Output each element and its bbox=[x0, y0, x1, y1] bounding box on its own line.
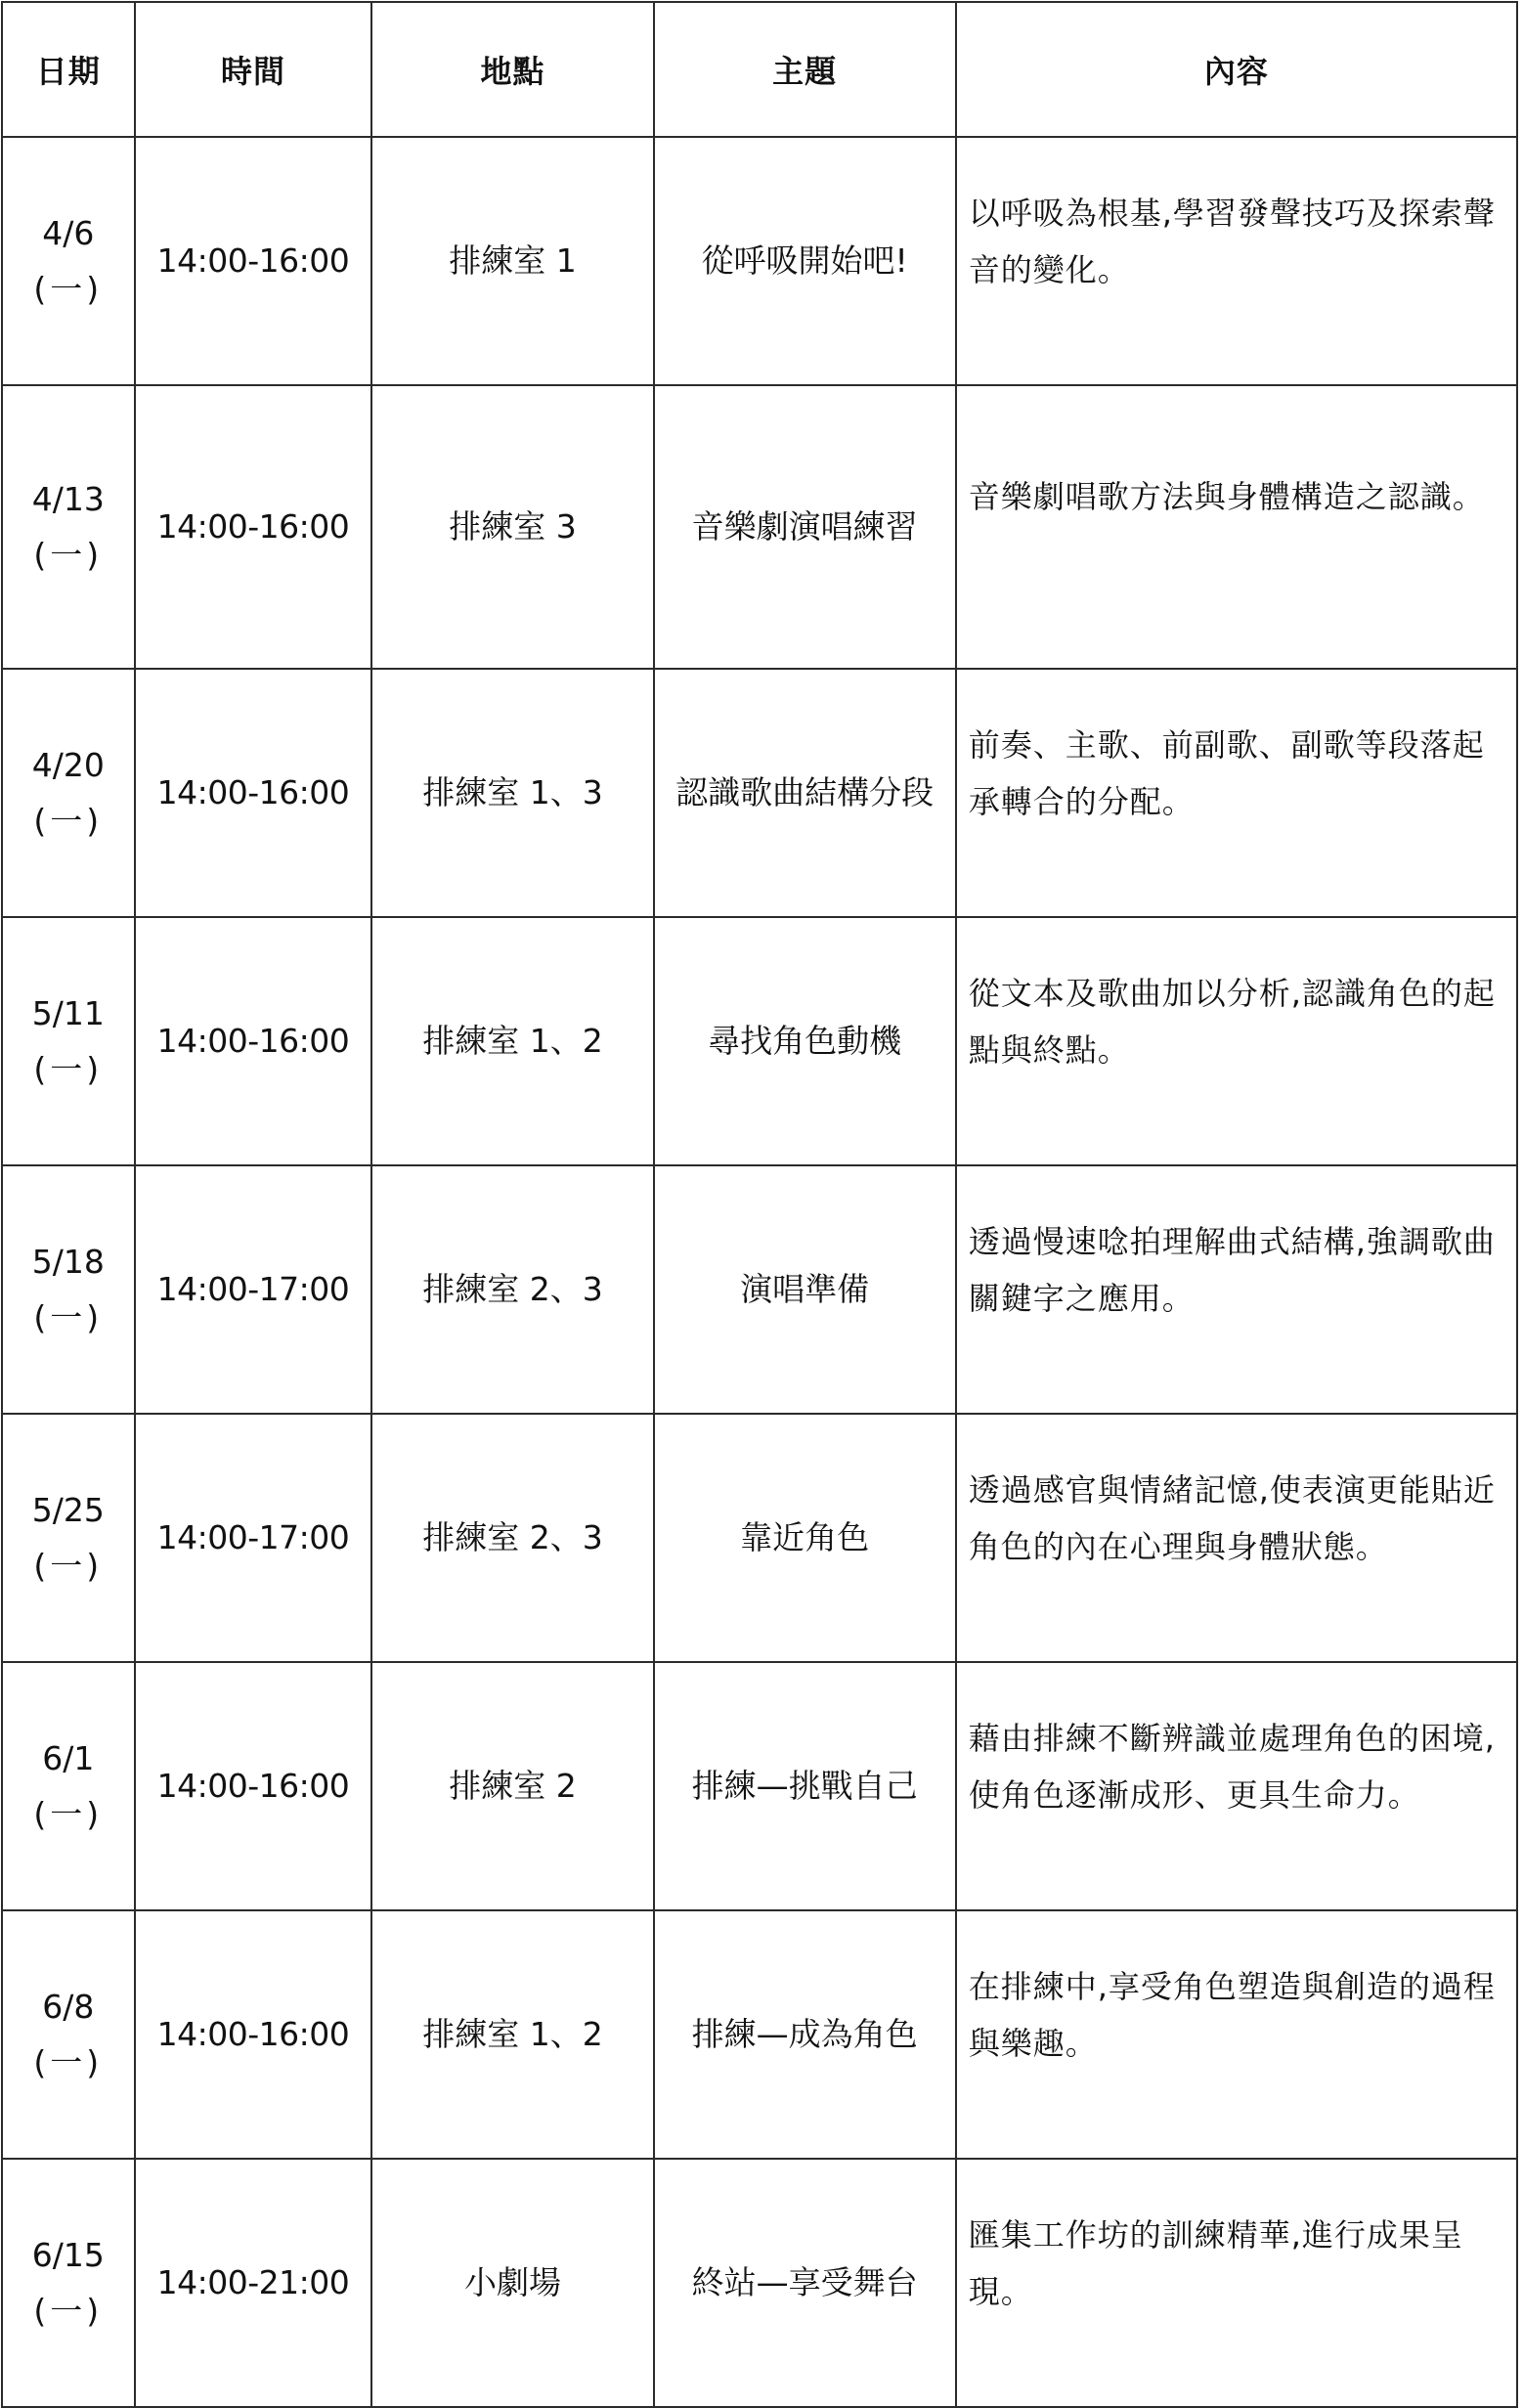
date-text: 4/20 bbox=[31, 745, 105, 784]
schedule-header bbox=[2, 2, 1517, 137]
time-cell: 14:00-21:00 bbox=[135, 2159, 372, 2407]
date-text: 5/18 bbox=[31, 1242, 105, 1281]
weekday-text: (一) bbox=[33, 1795, 104, 1833]
place-cell: 排練室 1、3 bbox=[371, 669, 653, 917]
weekday-text: (一) bbox=[33, 1050, 104, 1088]
time-cell: 14:00-16:00 bbox=[135, 385, 372, 669]
date-text: 6/1 bbox=[42, 1738, 95, 1777]
content-cell: 音樂劇唱歌方法與身體構造之認識。 bbox=[956, 385, 1517, 669]
content-cell: 透過慢速唸拍理解曲式結構,強調歌曲關鍵字之應用。 bbox=[956, 1165, 1517, 1414]
date-cell bbox=[2, 669, 135, 917]
table-row bbox=[2, 385, 1517, 669]
date-cell bbox=[2, 137, 135, 385]
table-row bbox=[2, 1414, 1517, 1662]
date-text: 5/25 bbox=[31, 1490, 105, 1529]
date-cell bbox=[2, 1910, 135, 2159]
table-row bbox=[2, 137, 1517, 385]
topic-cell: 排練—成為角色 bbox=[654, 1910, 956, 2159]
place-cell: 排練室 1、2 bbox=[371, 917, 653, 1165]
header-topic: 主題 bbox=[654, 2, 956, 137]
date-text: 6/8 bbox=[42, 1987, 95, 2026]
weekday-text: (一) bbox=[33, 270, 104, 308]
date-cell bbox=[2, 1414, 135, 1662]
content-cell: 藉由排練不斷辨識並處理角色的困境,使角色逐漸成形、更具生命力。 bbox=[956, 1662, 1517, 1910]
content-cell: 以呼吸為根基,學習發聲技巧及探索聲音的變化。 bbox=[956, 137, 1517, 385]
weekday-text: (一) bbox=[33, 802, 104, 840]
schedule-body bbox=[2, 137, 1517, 2407]
time-cell: 14:00-17:00 bbox=[135, 1165, 372, 1414]
date-text: 4/13 bbox=[31, 479, 105, 518]
place-cell: 排練室 1、2 bbox=[371, 1910, 653, 2159]
time-cell: 14:00-16:00 bbox=[135, 1910, 372, 2159]
date-text: 5/11 bbox=[31, 993, 105, 1032]
table-row bbox=[2, 1165, 1517, 1414]
topic-cell: 音樂劇演唱練習 bbox=[654, 385, 956, 669]
place-cell: 排練室 2、3 bbox=[371, 1414, 653, 1662]
table-row bbox=[2, 1910, 1517, 2159]
weekday-text: (一) bbox=[33, 536, 104, 574]
place-cell: 排練室 3 bbox=[371, 385, 653, 669]
header-place: 地點 bbox=[371, 2, 653, 137]
place-cell: 排練室 2 bbox=[371, 1662, 653, 1910]
table-row bbox=[2, 669, 1517, 917]
weekday-text: (一) bbox=[33, 2043, 104, 2081]
header-time: 時間 bbox=[135, 2, 372, 137]
time-cell: 14:00-16:00 bbox=[135, 917, 372, 1165]
header-date: 日期 bbox=[2, 2, 135, 137]
weekday-text: (一) bbox=[33, 1298, 104, 1336]
header-row bbox=[2, 2, 1517, 137]
place-cell: 排練室 1 bbox=[371, 137, 653, 385]
table-row bbox=[2, 1662, 1517, 1910]
time-cell: 14:00-16:00 bbox=[135, 1662, 372, 1910]
date-text: 6/15 bbox=[31, 2235, 105, 2274]
time-cell: 14:00-17:00 bbox=[135, 1414, 372, 1662]
time-cell: 14:00-16:00 bbox=[135, 669, 372, 917]
content-cell: 前奏、主歌、前副歌、副歌等段落起承轉合的分配。 bbox=[956, 669, 1517, 917]
topic-cell: 終站—享受舞台 bbox=[654, 2159, 956, 2407]
content-cell: 匯集工作坊的訓練精華,進行成果呈現。 bbox=[956, 2159, 1517, 2407]
header-content: 內容 bbox=[956, 2, 1517, 137]
weekday-text: (一) bbox=[33, 1547, 104, 1585]
topic-cell: 演唱準備 bbox=[654, 1165, 956, 1414]
date-cell bbox=[2, 2159, 135, 2407]
date-cell bbox=[2, 1165, 135, 1414]
date-cell bbox=[2, 385, 135, 669]
topic-cell: 從呼吸開始吧! bbox=[654, 137, 956, 385]
content-cell: 在排練中,享受角色塑造與創造的過程與樂趣。 bbox=[956, 1910, 1517, 2159]
place-cell: 小劇場 bbox=[371, 2159, 653, 2407]
topic-cell: 排練—挑戰自己 bbox=[654, 1662, 956, 1910]
topic-cell: 靠近角色 bbox=[654, 1414, 956, 1662]
weekday-text: (一) bbox=[33, 2292, 104, 2330]
schedule-table bbox=[1, 1, 1518, 2408]
content-cell: 透過感官與情緒記憶,使表演更能貼近角色的內在心理與身體狀態。 bbox=[956, 1414, 1517, 1662]
time-cell: 14:00-16:00 bbox=[135, 137, 372, 385]
topic-cell: 認識歌曲結構分段 bbox=[654, 669, 956, 917]
topic-cell: 尋找角色動機 bbox=[654, 917, 956, 1165]
place-cell: 排練室 2、3 bbox=[371, 1165, 653, 1414]
content-cell: 從文本及歌曲加以分析,認識角色的起點與終點。 bbox=[956, 917, 1517, 1165]
table-row bbox=[2, 917, 1517, 1165]
date-cell bbox=[2, 1662, 135, 1910]
table-row bbox=[2, 2159, 1517, 2407]
date-cell bbox=[2, 917, 135, 1165]
date-text: 4/6 bbox=[42, 213, 95, 252]
